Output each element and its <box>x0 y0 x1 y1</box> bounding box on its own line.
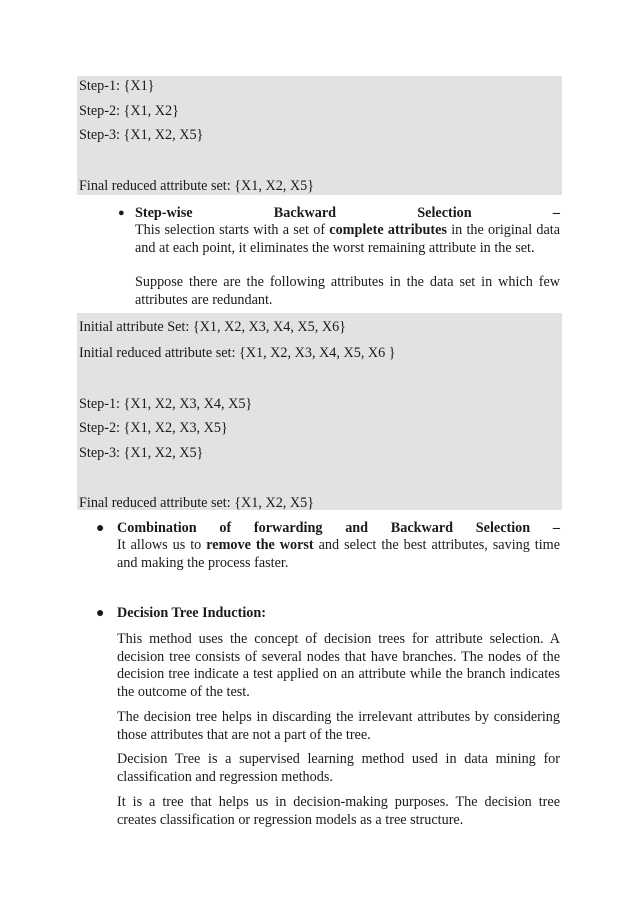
decision-tree-heading <box>117 605 560 623</box>
initial-set-line: Initial attribute Set: {X1, X2, X3, X4, X5, X6} <box>79 319 346 335</box>
decision-tree-paragraph <box>117 751 560 786</box>
backward-selection-heading <box>135 205 560 222</box>
heading-word: and <box>345 520 369 536</box>
heading-word: Backward <box>390 520 454 536</box>
heading-word: Selection <box>417 205 472 221</box>
bold-text-run: remove the worst <box>206 537 314 553</box>
step-line: Step-2: {X1, X2, X3, X5} <box>79 420 228 436</box>
heading-word: – <box>552 520 560 536</box>
text-run: This selection starts with a set of <box>135 222 330 238</box>
decision-tree-paragraph <box>117 631 560 701</box>
final-set-line: Final reduced attribute set: {X1, X2, X5} <box>79 178 315 194</box>
backward-selection-steps-box <box>77 313 562 510</box>
final-set-line: Final reduced attribute set: {X1, X2, X5} <box>79 495 315 511</box>
paragraph-text: The decision tree helps in discarding the irrelevant attributes by considering those attributes that are not a part of the tree. <box>117 709 560 743</box>
backward-selection-note <box>135 274 560 309</box>
paragraph-text: Decision Tree is a supervised learning method used in data mining for classification and regression methods. <box>117 751 560 785</box>
text-run: It allows us to <box>117 537 207 553</box>
bold-text-run: complete attributes <box>329 222 447 238</box>
text-run: Suppose there are the following attributes in the data set in which few attributes are redundant. <box>135 274 560 308</box>
bullet-icon: ● <box>118 207 125 219</box>
combination-description <box>117 537 560 572</box>
bullet-icon: ● <box>96 606 105 621</box>
backward-selection-description <box>135 222 560 257</box>
bullet-icon: ● <box>96 521 105 536</box>
heading-word: Combination <box>117 520 197 536</box>
heading-text: Decision Tree Induction: <box>117 605 266 621</box>
decision-tree-paragraph <box>117 794 560 829</box>
step-line: Step-3: {X1, X2, X5} <box>79 445 204 461</box>
forward-selection-steps-box <box>77 76 562 195</box>
heading-word: – <box>552 205 560 221</box>
paragraph-text: This method uses the concept of decision trees for attribute selection. A decision tree consists of several nodes that have branches. The nodes of the decision tree indicate a test applied on an attribute while the branch indicates the outcome of the test. <box>117 631 560 700</box>
initial-reduced-set-line: Initial reduced attribute set: {X1, X2, X3, X4, X5, X6 } <box>79 345 396 361</box>
heading-word: Selection <box>475 520 531 536</box>
heading-word: Step-wise <box>135 205 193 221</box>
heading-word: Backward <box>273 205 337 221</box>
step-line: Step-3: {X1, X2, X5} <box>79 127 204 143</box>
step-line: Step-2: {X1, X2} <box>79 103 179 119</box>
text-run: and select the best attributes, saving time and making the process faster. <box>117 537 561 571</box>
step-line: Step-1: {X1, X2, X3, X4, X5} <box>79 396 253 412</box>
step-line: Step-1: {X1} <box>79 78 155 94</box>
paragraph-text: It is a tree that helps us in decision-making purposes. The decision tree creates classification or regression models as a tree structure. <box>117 794 560 828</box>
decision-tree-paragraph <box>117 709 560 744</box>
heading-word: of <box>219 520 232 536</box>
heading-word: forwarding <box>253 520 323 536</box>
text-run: in the original data and at each point, it eliminates the worst remaining attribute in the set. <box>135 222 560 256</box>
combination-heading <box>117 520 560 537</box>
